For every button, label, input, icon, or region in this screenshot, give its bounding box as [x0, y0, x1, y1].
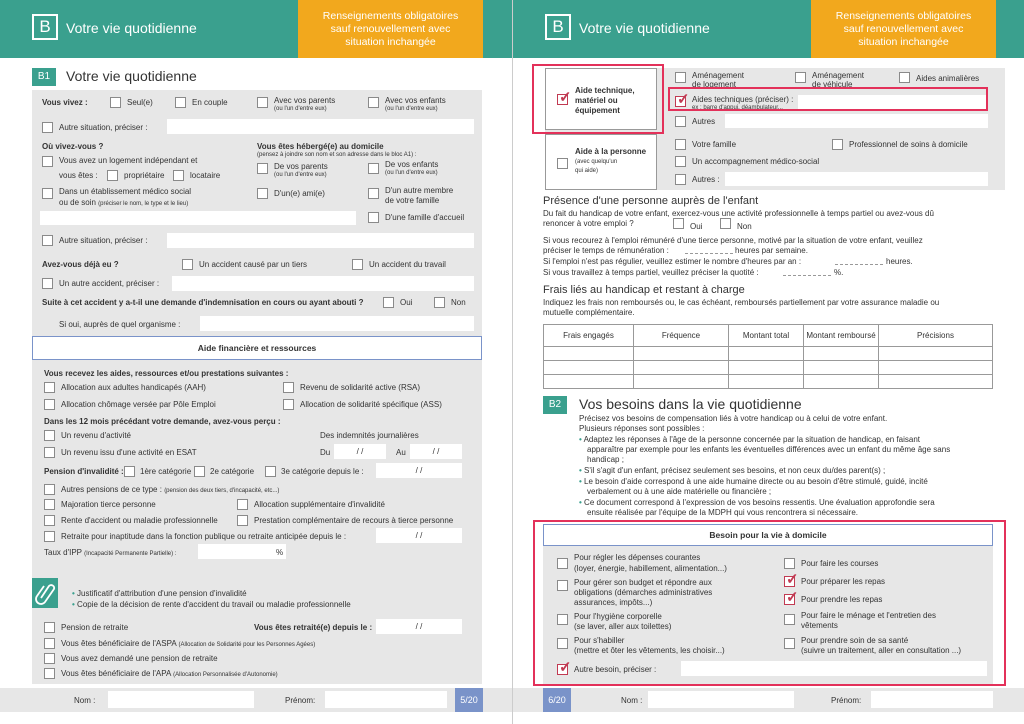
rente-checkbox[interactable] — [44, 515, 55, 526]
etablissement-label: Dans un établissement médico social — [59, 187, 192, 196]
autre-situation-2-input[interactable] — [167, 233, 474, 248]
header-letter: B — [32, 14, 58, 40]
prestation-label: Prestation complémentaire de recours à tierce personne — [254, 516, 454, 525]
presence-q2: renoncer à votre emploi ? — [543, 219, 634, 228]
alloc-sup-checkbox[interactable] — [237, 499, 248, 510]
aide-financiere-title: Aide financière et ressources — [32, 336, 482, 360]
aide-technique-checkbox[interactable]: ✓ — [559, 89, 572, 106]
prenom-label: Prénom: — [831, 696, 862, 705]
sante-label: Pour prendre soin de sa santé — [801, 636, 909, 645]
amenagement-logement-label-2: de logement — [692, 80, 737, 89]
vous-vivez-label: Vous vivez : — [42, 98, 88, 107]
frais-table-header — [544, 325, 993, 347]
amenagement-vehicule-label-2: de véhicule — [812, 80, 853, 89]
hygiene-label: Pour l'hygiène corporelle — [574, 612, 662, 621]
habiller-sub: (mettre et ôter les vêtements, les choisir...) — [574, 646, 725, 655]
indemnisation-non-label: Non — [451, 298, 466, 307]
presence-p3b: heures. — [886, 257, 913, 266]
preparer-repas-checkbox[interactable]: ✓ — [786, 571, 799, 588]
header-title: Votre vie quotidienne — [579, 20, 710, 36]
highlight-besoin — [533, 520, 1006, 686]
b2-bullet-cont: apparaître par exemple pour les enfants les éventuelles différences avec un enfant du même âge sans — [587, 445, 951, 454]
douze-mois-label: Dans les 12 mois précédant votre demande, avez-vous perçu : — [44, 417, 281, 426]
autres-pensions-checkbox[interactable] — [44, 484, 55, 495]
aide-technique-label-3: équipement — [575, 106, 620, 115]
autre-besoin-checkbox[interactable]: ✓ — [559, 659, 572, 676]
aspa-checkbox[interactable] — [44, 638, 55, 649]
habiller-label: Pour s'habiller — [574, 636, 625, 645]
highlight-aides-techniques — [668, 87, 988, 111]
cat3-date-input[interactable]: / / — [376, 463, 462, 478]
accident-tiers-checkbox[interactable] — [182, 259, 193, 270]
presence-non-checkbox[interactable] — [720, 218, 731, 229]
autre-situation-input[interactable] — [167, 119, 474, 134]
apa-label: Vous êtes bénéficiaire de l'APA (Allocation Personnalisée d'Autonomie) — [61, 669, 278, 678]
right-header — [513, 0, 1024, 58]
autre-situation-checkbox[interactable] — [42, 122, 53, 133]
notice-line: Renseignements obligatoires — [835, 10, 972, 22]
chomage-checkbox[interactable] — [44, 399, 55, 410]
logement-checkbox[interactable] — [42, 156, 53, 167]
majoration-label: Majoration tierce personne — [61, 500, 156, 509]
logement-label: Vous avez un logement indépendant et — [59, 156, 198, 165]
page-number: 5/20 — [455, 688, 483, 712]
notice-line: situation inchangée — [858, 36, 949, 48]
autres-tech-input[interactable] — [725, 114, 988, 128]
de-parents-checkbox[interactable] — [257, 163, 268, 174]
famille-accueil-label: D'une famille d'accueil — [385, 213, 465, 222]
aide-technique-label-2: matériel ou — [575, 96, 618, 105]
famille-accueil-checkbox[interactable] — [368, 212, 379, 223]
du-label: Du — [320, 448, 331, 457]
autre-situation-2-label: Autre situation, préciser : — [59, 236, 148, 245]
heberge-label: Vous êtes hébergé(e) au domicile — [257, 142, 384, 151]
b2-bullet-cont: handicap ; — [587, 455, 624, 464]
presence-oui-label: Oui — [690, 222, 703, 231]
chomage-label: Allocation chômage versée par Pôle Emploi — [61, 400, 216, 409]
seul-label: Seul(e) — [127, 98, 153, 107]
nom-label: Nom : — [621, 696, 643, 705]
aah-label: Allocation aux adultes handicapés (AAH) — [61, 383, 206, 392]
b2-bullet: • Ce document correspond à l'expression de vos besoins ressentis. Une évaluation approfondie sera — [579, 498, 935, 507]
col-header: Fréquence — [634, 325, 729, 347]
highlight-aide-technique — [532, 64, 664, 134]
preparer-repas-label: Pour préparer les repas — [801, 577, 886, 586]
de-parents-label: De vos parents — [274, 162, 328, 171]
autre-accident-input[interactable] — [172, 276, 474, 291]
etablissement-label-2: ou de soin (préciser le nom, le type et le lieu) — [59, 198, 189, 207]
frais-desc-2: mutuelle complémentaire. — [543, 308, 635, 317]
autres-pers-checkbox[interactable] — [675, 174, 686, 185]
aides-animalieres-checkbox[interactable] — [899, 72, 910, 83]
alloc-sup-label: Allocation supplémentaire d'invalidité — [254, 500, 385, 509]
amenagement-vehicule-label: Aménagement — [812, 71, 865, 80]
sante-sub: (suivre un traitement, aller en consultation ...) — [801, 646, 962, 655]
recevez-label: Vous recevez les aides, ressources et/ou prestations suivantes : — [44, 369, 289, 378]
header-letter: B — [545, 14, 571, 40]
paperclip-icon — [32, 578, 58, 608]
aspa-label: Vous êtes bénéficiaire de l'ASPA (Allocation de Solidarité pour les Personnes Agées) — [61, 639, 316, 648]
accident-travail-label: Un accident du travail — [369, 260, 446, 269]
cat3-label: 3e catégorie depuis le : — [281, 467, 364, 476]
prenom-input[interactable] — [325, 691, 447, 708]
ipp-label: Taux d'IPP (Incapacité Permanente Partielle) : — [44, 548, 177, 557]
accident-tiers-label: Un accident causé par un tiers — [199, 260, 308, 269]
amenagement-logement-checkbox[interactable] — [675, 72, 686, 83]
retraite-inaptitude-date-input[interactable]: / / — [376, 528, 462, 543]
b2-bullet-cont: ensuite réalisée par l'équipe de la MDPH qui vous rencontrera si nécessaire. — [587, 508, 859, 517]
courses-label: Pour faire les courses — [801, 559, 879, 568]
budget-label: Pour gérer son budget et répondre aux — [574, 578, 712, 587]
quotite-input[interactable] — [783, 275, 831, 276]
aides-techniques-checkbox[interactable]: ✓ — [677, 91, 690, 108]
indemnites-label: Des indemnités journalières — [320, 431, 419, 440]
depenses-label: Pour régler les dépenses courantes — [574, 553, 701, 562]
presence-title: Présence d'une personne auprès de l'enfant — [543, 195, 759, 207]
prendre-repas-label: Pour prendre les repas — [801, 595, 883, 604]
heberge-sub: (pensez à joindre son nom et son adresse dans le bloc A1) : — [257, 152, 417, 158]
col-header: Frais engagés — [544, 325, 634, 347]
left-header — [0, 0, 512, 58]
medico-social-label: Un accompagnement médico-social — [692, 157, 820, 166]
presence-oui-checkbox[interactable] — [673, 218, 684, 229]
justif-1: • Justificatif d'attribution d'une pension d'invalidité — [72, 589, 247, 598]
rente-label: Rente d'accident ou maladie professionnelle — [61, 516, 218, 525]
depenses-sub: (loyer, énergie, habillement, alimentation...) — [574, 564, 727, 573]
presence-p4: Si vous travaillez à temps partiel, veuillez préciser la quotité : — [543, 268, 759, 277]
autre-accident-checkbox[interactable] — [42, 278, 53, 289]
presence-q1: Du fait du handicap de votre enfant, exercez-vous une activité professionnelle à temps partiel ou avez-vous dû — [543, 209, 934, 218]
aides-techniques-label: Aides techniques (préciser) : — [692, 95, 794, 104]
aide-personne-checkbox[interactable] — [557, 158, 568, 169]
col-header: Précisions — [879, 325, 993, 347]
autres-pers-label: Autres : — [692, 175, 720, 184]
autre-situation-2-checkbox[interactable] — [42, 235, 53, 246]
membre-famille-checkbox[interactable] — [368, 188, 379, 199]
autre-situation-label: Autre situation, préciser : — [59, 123, 148, 132]
aide-personne-sub: (avec quelqu'un — [575, 159, 618, 165]
ipp-input[interactable] — [198, 544, 286, 559]
proprietaire-checkbox[interactable] — [107, 170, 118, 181]
nom-input[interactable] — [108, 691, 254, 708]
aah-checkbox[interactable] — [44, 382, 55, 393]
frais-table — [543, 324, 993, 389]
menage-label: Pour faire le ménage et l'entretien des — [801, 611, 936, 620]
de-enfants-sub: (ou l'un d'entre eux) — [385, 170, 438, 176]
logement-label-2: vous êtes : — [59, 171, 98, 180]
section-badge: B1 — [32, 68, 56, 86]
autre-besoin-label: Autre besoin, préciser : — [574, 665, 657, 674]
frais-desc: Indiquez les frais non remboursés ou, le cas échéant, remboursés partiellement par votre assurance maladie ou — [543, 298, 940, 307]
prenom-input[interactable] — [871, 691, 993, 708]
col-header: Montant remboursé — [804, 325, 879, 347]
cat2-label: 2e catégorie — [210, 467, 255, 476]
prendre-repas-checkbox[interactable]: ✓ — [786, 589, 799, 606]
locataire-label: locataire — [190, 171, 221, 180]
nom-label: Nom : — [74, 696, 96, 705]
presence-p1: Si vous recourez à l'emploi rémunéré d'une tierce personne, motivé par la situation de votre enfant, veuillez — [543, 236, 923, 245]
de-enfants-label: De vos enfants — [385, 160, 439, 169]
indemnisation-question: Suite à cet accident y a-t-il une demande d'indemnisation en cours ou ayant abouti ? — [42, 298, 364, 307]
de-parents-sub: (ou l'un d'entre eux) — [274, 172, 327, 178]
autres-tech-label: Autres — [692, 117, 716, 126]
retraite-inaptitude-checkbox[interactable] — [44, 531, 55, 542]
ass-label: Allocation de solidarité spécifique (ASS) — [300, 400, 442, 409]
pension-invalidite-label: Pension d'invalidité : — [44, 467, 124, 476]
b2-bullet: • Adaptez les réponses à l'âge de la personne concernée par la situation de handicap, en faisant — [579, 435, 921, 444]
du-date-input[interactable]: / / — [334, 444, 386, 459]
aides-techniques-sub: ex : barre d'appui, déambulateur... — [692, 105, 783, 111]
menage-label-2: vêtements — [801, 621, 838, 630]
presence-p2: préciser le temps de rémunération : — [543, 246, 669, 255]
demande-retraite-checkbox[interactable] — [44, 653, 55, 664]
presence-non-label: Non — [737, 222, 752, 231]
amenagement-vehicule-checkbox[interactable] — [795, 72, 806, 83]
table-row[interactable] — [544, 361, 993, 375]
autres-tech-checkbox[interactable] — [675, 116, 686, 127]
retraite-depuis-label: Vous êtes retraité(e) depuis le : — [254, 623, 373, 632]
besoin-title: Besoin pour la vie à domicile — [543, 524, 993, 546]
avec-parents-sub: (ou l'un d'entre eux) — [274, 106, 327, 112]
majoration-checkbox[interactable] — [44, 499, 55, 510]
header-title: Votre vie quotidienne — [66, 20, 197, 36]
b2-badge: B2 — [543, 396, 567, 414]
ami-label: D'un(e) ami(e) — [274, 189, 325, 198]
budget-label-3: assurances, impôts...) — [574, 598, 653, 607]
au-date-input[interactable]: / / — [410, 444, 462, 459]
aides-animalieres-label: Aides animalières — [916, 74, 980, 83]
rsa-checkbox[interactable] — [283, 382, 294, 393]
amenagement-logement-label: Aménagement — [692, 71, 745, 80]
membre-famille-label: D'un autre membre — [385, 186, 454, 195]
organisme-label: Si oui, auprès de quel organisme : — [59, 320, 181, 329]
prenom-label: Prénom: — [285, 696, 316, 705]
presence-p2b: heures par semaine. — [735, 246, 808, 255]
esat-label: Un revenu issu d'une activité en ESAT — [61, 448, 197, 457]
avec-parents-label: Avec vos parents — [274, 96, 336, 105]
notice-line: Renseignements obligatoires — [322, 10, 459, 22]
etablissement-input[interactable] — [40, 211, 356, 225]
b2-title: Vos besoins dans la vie quotidienne — [579, 396, 802, 412]
couple-label: En couple — [192, 98, 228, 107]
justif-2: • Copie de la décision de rente d'accident du travail ou maladie professionnelle — [72, 600, 351, 609]
au-label: Au — [396, 448, 406, 457]
col-header: Montant total — [729, 325, 804, 347]
heures-an-input[interactable] — [835, 264, 883, 265]
medico-social-checkbox[interactable] — [675, 156, 686, 167]
autre-accident-label: Un autre accident, préciser : — [59, 279, 160, 288]
avec-parents-checkbox[interactable] — [257, 97, 268, 108]
section-title: Votre vie quotidienne — [66, 68, 197, 84]
esat-checkbox[interactable] — [44, 447, 55, 458]
pension-retraite-checkbox[interactable] — [44, 622, 55, 633]
pension-retraite-label: Pension de retraite — [61, 623, 129, 632]
cat1-checkbox[interactable] — [124, 466, 135, 477]
votre-famille-checkbox[interactable] — [675, 139, 686, 150]
apa-checkbox[interactable] — [44, 668, 55, 679]
accident-travail-checkbox[interactable] — [352, 259, 363, 270]
cat2-checkbox[interactable] — [194, 466, 205, 477]
retraite-depuis-input[interactable]: / / — [376, 619, 462, 634]
avec-enfants-sub: (ou l'un d'entre eux) — [385, 106, 438, 112]
locataire-checkbox[interactable] — [173, 170, 184, 181]
notice-line: sauf renouvellement avec — [330, 23, 451, 35]
presence-p4b: %. — [834, 268, 844, 277]
professionnel-soins-label: Professionnel de soins à domicile — [849, 140, 968, 149]
deja-eu-label: Avez-vous déjà eu ? — [42, 260, 119, 269]
autres-pers-input[interactable] — [725, 172, 988, 186]
aide-personne-label: Aide à la personne — [575, 147, 647, 156]
ipp-percent: % — [276, 548, 284, 557]
table-row[interactable] — [544, 347, 993, 361]
revenu-activite-checkbox[interactable] — [44, 430, 55, 441]
autres-pensions-label: Autres pensions de ce type : (pension des deux tiers, d'incapacité, etc...) — [61, 485, 280, 494]
table-row[interactable] — [544, 375, 993, 389]
mandatory-notice — [811, 0, 996, 58]
prestation-checkbox[interactable] — [237, 515, 248, 526]
notice-line: situation inchangée — [345, 36, 436, 48]
professionnel-soins-checkbox[interactable] — [832, 139, 843, 150]
ami-checkbox[interactable] — [257, 188, 268, 199]
frais-title: Frais liés au handicap et restant à charge — [543, 284, 745, 296]
nom-input[interactable] — [648, 691, 794, 708]
demande-retraite-label: Vous avez demandé une pension de retraite — [61, 654, 218, 663]
avec-enfants-checkbox[interactable] — [368, 97, 379, 108]
b2-intro-2: Plusieurs réponses sont possibles : — [579, 424, 705, 433]
etablissement-checkbox[interactable] — [42, 188, 53, 199]
seul-checkbox[interactable] — [110, 97, 121, 108]
indemnisation-non-checkbox[interactable] — [434, 297, 445, 308]
indemnisation-oui-label: Oui — [400, 298, 413, 307]
b2-bullet-cont: verbalement ou à une aide matérielle ou financière ; — [587, 487, 772, 496]
notice-line: sauf renouvellement avec — [843, 23, 964, 35]
couple-checkbox[interactable] — [175, 97, 186, 108]
rsa-label: Revenu de solidarité active (RSA) — [300, 383, 421, 392]
aide-personne-sub-2: qui aide) — [575, 168, 599, 174]
b2-bullet: • Le besoin d'aide correspond à une aide humaine directe ou au besoin d'être stimulé, guidé, incité — [579, 477, 928, 486]
cat3-checkbox[interactable] — [265, 466, 276, 477]
page-number: 6/20 — [543, 688, 571, 712]
hygiene-sub: (se laver, aller aux toilettes) — [574, 622, 672, 631]
de-enfants-checkbox[interactable] — [368, 163, 379, 174]
membre-famille-label-2: de votre famille — [385, 196, 440, 205]
ou-vivez-label: Où vivez-vous ? — [42, 142, 104, 151]
indemnisation-oui-checkbox[interactable] — [383, 297, 394, 308]
b2-bullet: • S'il s'agit d'un enfant, précisez seulement ses besoins, et non ceux du/des parent(s) ; — [579, 466, 886, 475]
presence-p3: Si l'emploi n'est pas régulier, veuillez estimer le nombre d'heures par an : — [543, 257, 802, 266]
ass-checkbox[interactable] — [283, 399, 294, 410]
revenu-activite-label: Un revenu d'activité — [61, 431, 132, 440]
retraite-inaptitude-label: Retraite pour inaptitude dans la fonction publique ou retraite anticipée depuis le : — [61, 532, 347, 541]
cat1-label: 1ère catégorie — [140, 467, 192, 476]
b2-intro: Précisez vos besoins de compensation liés à votre handicap ou à celui de votre enfant. — [579, 414, 888, 423]
right-page — [512, 0, 1024, 724]
avec-enfants-label: Avec vos enfants — [385, 96, 446, 105]
aide-technique-label: Aide technique, — [575, 86, 635, 95]
remuneration-input[interactable] — [685, 253, 733, 254]
budget-label-2: obligations (démarches administratives — [574, 588, 713, 597]
votre-famille-label: Votre famille — [692, 140, 737, 149]
mandatory-notice — [298, 0, 483, 58]
proprietaire-label: propriétaire — [124, 171, 165, 180]
organisme-input[interactable] — [200, 316, 474, 331]
